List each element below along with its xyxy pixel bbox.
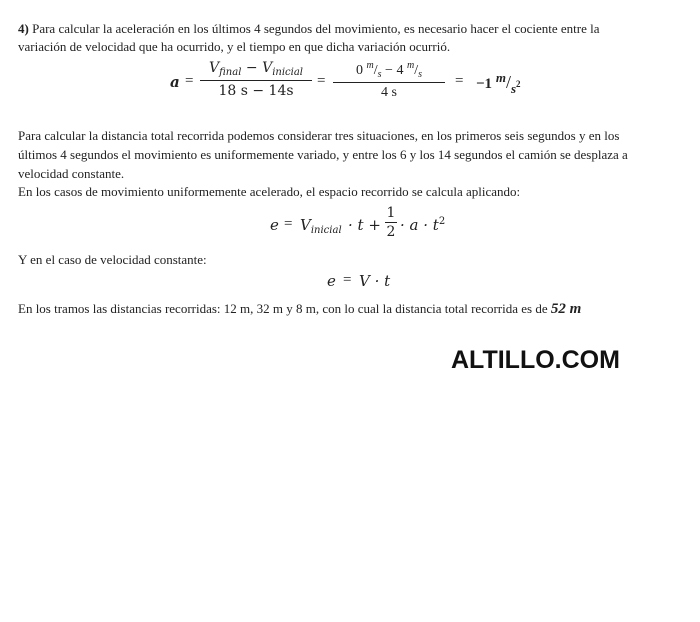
fraction-1	[200, 60, 312, 99]
fraction-1-numerator	[200, 60, 312, 78]
half-denominator: 2	[386, 224, 396, 240]
fraction-2-bar	[333, 82, 445, 83]
subscript-inicial-2: inicial	[310, 225, 342, 236]
equals-sign-3: =	[455, 73, 464, 89]
formula-3-rhs: V · t	[359, 272, 391, 290]
unit-s-1: s	[377, 69, 382, 80]
half-bar	[385, 222, 397, 223]
subscript-final: final	[219, 67, 242, 78]
formula-2-t-plus: · t +	[348, 216, 381, 234]
half-fraction	[385, 205, 397, 240]
fraction-2-denominator: 4 s	[381, 85, 397, 100]
unit-s-2: s	[418, 69, 422, 80]
formula-3-e: e	[327, 272, 336, 290]
paragraph-3-line-1: Y en el caso de velocidad constante:	[18, 252, 207, 267]
paragraph-4-text: En los tramos las distancias recorridas: 12 m, 32 m y 8 m, con lo cual la distancia total recorrida es de	[18, 301, 548, 316]
result-unit-m: m	[495, 70, 506, 85]
formula-2-rest	[400, 216, 445, 234]
unit-m-1: m	[366, 60, 374, 71]
fraction-1-bar	[200, 80, 312, 81]
v-symbol: V	[300, 216, 311, 234]
unit-m-2: m	[406, 60, 415, 71]
formula-2-e: e	[270, 216, 279, 234]
result-exponent: 2	[516, 79, 521, 89]
paragraph-2-line-4: En los casos de movimiento uniformemente acelerado, el espacio recorrido se calcula aplicando:	[18, 184, 521, 199]
paragraph-2-line-3: velocidad constante.	[18, 166, 125, 181]
fraction-2	[333, 60, 445, 101]
fraction-2-numerator: 0 $^m/_s - 4$ $^m/_s$	[356, 60, 422, 80]
formula-2-v	[300, 216, 342, 236]
formula-2-equals: =	[284, 216, 293, 232]
fraction-1-denominator: 18 s − 14s	[218, 83, 294, 99]
paragraph-4	[18, 300, 581, 318]
equals-sign-1: =	[185, 73, 194, 89]
result-unit-s: s	[510, 81, 517, 96]
minus-sign: −	[245, 60, 258, 76]
paragraph-2-line-2: últimos 4 segundos el movimiento es uniformemente variado, y entre los 6 y los 14 segundos el camión se desplaza a	[18, 147, 628, 162]
v-final-symbol: V	[209, 60, 220, 76]
problem-number: 4)	[18, 21, 29, 36]
formula-lhs: a	[170, 73, 180, 91]
formula-3-equals: =	[343, 272, 352, 288]
zero-value: 0	[356, 63, 364, 78]
v-inicial-symbol: V	[262, 60, 273, 76]
paragraph-2-line-1: Para calcular la distancia total recorrida podemos considerar tres situaciones, en los primeros seis segundos y en los	[18, 128, 620, 143]
result-acceleration: −1 m/s2	[476, 70, 521, 96]
paragraph-1-line-1	[18, 20, 600, 37]
half-numerator: 1	[386, 205, 396, 221]
total-distance-answer: 52 m	[550, 301, 582, 317]
altillo-logo: ALTILLO.COM	[451, 346, 620, 374]
paragraph-1-text-1: Para calcular la aceleración en los últimos 4 segundos del movimiento, es necesario hacer el cociente entre la	[32, 21, 600, 36]
a-t-term: · a · t	[400, 216, 439, 234]
minus-four: − 4	[385, 63, 404, 78]
paragraph-1-line-2: variación de velocidad que ha ocurrido, y el tiempo en que dicha variación ocurrió.	[18, 39, 451, 54]
t-exponent: 2	[438, 216, 446, 227]
equals-sign-2: =	[317, 73, 326, 89]
result-value: −1	[476, 76, 493, 92]
subscript-inicial: inicial	[272, 67, 303, 78]
